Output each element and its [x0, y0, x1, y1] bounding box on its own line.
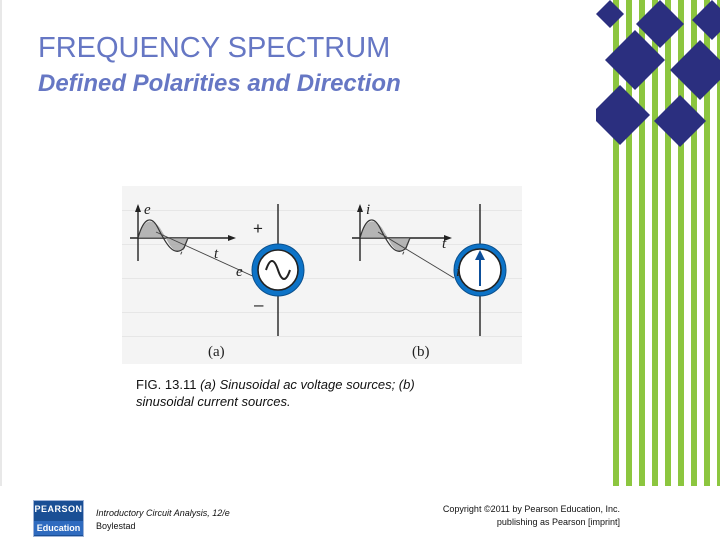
figure-caption: [136, 376, 466, 410]
voltage-minus-sign: –: [254, 295, 264, 314]
figure-caption-id: FIG. 13.11: [136, 377, 197, 392]
logo-text-bottom: Education: [34, 521, 83, 535]
current-plot-x-label: t: [442, 236, 447, 252]
logo-text-top: PEARSON: [34, 504, 83, 514]
panel-label-a: (a): [208, 344, 225, 360]
slide-subtitle: Defined Polarities and Direction: [38, 70, 401, 97]
voltage-plus-sign: +: [253, 219, 263, 238]
voltage-plot-y-label: e: [144, 202, 151, 218]
panel-label-b: (b): [412, 344, 430, 360]
book-reference: [96, 507, 230, 533]
figure-caption-text: (a) Sinusoidal ac voltage sources; (b) sinusoidal current sources.: [136, 377, 415, 409]
voltage-plot-x-label: t: [214, 246, 219, 262]
copyright-notice: [443, 503, 620, 529]
figure-sinusoidal-sources: [122, 186, 522, 364]
copyright-line-2: publishing as Pearson [imprint]: [496, 517, 620, 527]
pearson-education-logo: [33, 500, 84, 537]
voltage-source-label: e: [236, 264, 243, 280]
slide-title: FREQUENCY SPECTRUM: [38, 32, 391, 64]
copyright-line-1: Copyright ©2011 by Pearson Education, Inc.: [442, 504, 620, 514]
book-title: Introductory Circuit Analysis, 12/e: [96, 508, 230, 518]
current-source-label: i: [456, 264, 461, 280]
book-author: Boylestad: [96, 521, 136, 531]
current-plot-y-label: i: [366, 202, 371, 218]
